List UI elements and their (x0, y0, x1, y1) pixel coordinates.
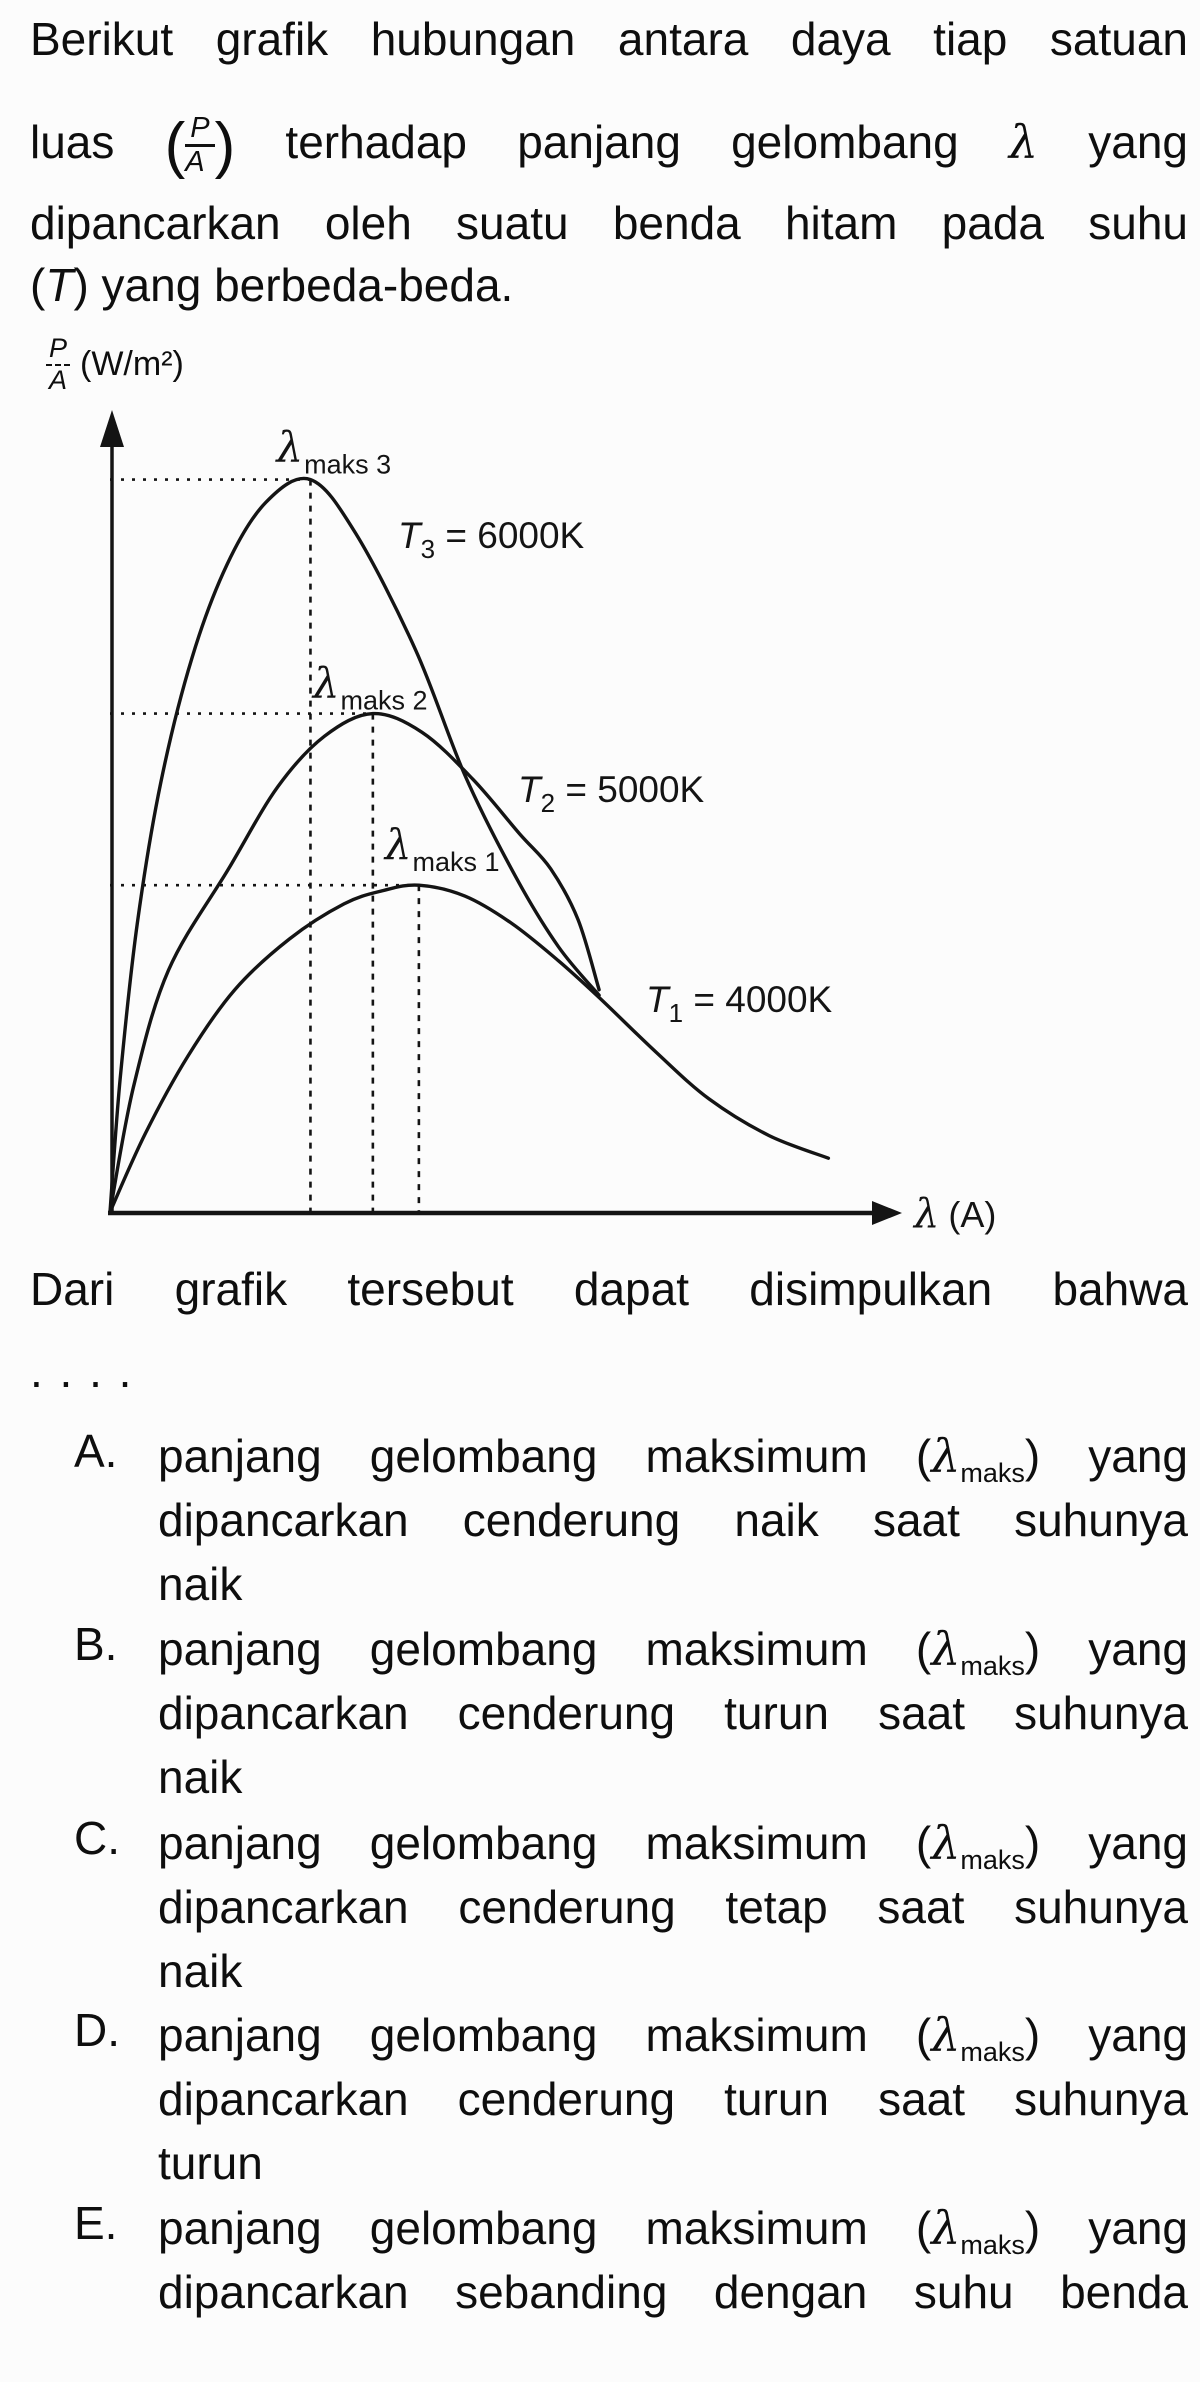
intro-line-2 (30, 94, 1188, 190)
option-line: naik (158, 1751, 243, 1803)
option-letter: C. (74, 1812, 120, 1864)
option-line: dipancarkan cenderung turun saat suhunya (158, 1687, 1188, 1739)
fraction-denominator: A (49, 365, 68, 396)
y-axis-unit: (W/m²) (80, 344, 184, 383)
x-axis-arrow (872, 1201, 902, 1225)
option-line: panjang gelombang maksimum $(\lambda_{maks})$ yang (158, 1622, 1188, 1682)
peak-label-T1: λmaks 1 (384, 820, 500, 878)
question-dots: . . . . (30, 1345, 134, 1397)
y-axis-arrow (100, 410, 124, 447)
intro-line-2-post: terhadap panjang gelombang (235, 116, 1009, 168)
option-line: panjang gelombang maksimum $(\lambda_{maks})$ yang (158, 1816, 1188, 1876)
temp-label-T3: T3 = 6000K (398, 515, 585, 564)
option-letter: B. (74, 1618, 118, 1670)
plot-area (110, 423, 833, 1212)
option-line: dipancarkan cenderung naik saat suhunya (158, 1494, 1188, 1546)
p-over-a-fraction (46, 334, 70, 395)
lambda-symbol: λ (1008, 115, 1039, 169)
y-axis-label (46, 334, 184, 395)
lambda-symbol: λ (931, 1816, 961, 1870)
x-axis-label: λ (A) (914, 1191, 997, 1237)
temp-label-T1: T1 = 4000K (646, 979, 833, 1028)
peak-label-T3: λmaks 3 (276, 422, 392, 480)
option-letter: D. (74, 2004, 120, 2056)
option-letter: A. (74, 1425, 118, 1477)
option-line: dipancarkan sebanding dengan suhu benda (158, 2266, 1188, 2318)
open-paren: ( (164, 110, 186, 180)
blackbody-radiation-chart (40, 400, 1020, 1280)
curve-T1 (110, 885, 828, 1212)
intro-line-4-post: ) yang berbeda-beda. (73, 259, 514, 311)
lambda-symbol: λ (931, 1622, 961, 1676)
fraction-denominator: A (185, 146, 205, 179)
option-line: turun (158, 2137, 263, 2189)
lambda-symbol: λ (931, 2008, 961, 2062)
option-letter: E. (74, 2197, 118, 2249)
intro-line-2-end: yang (1038, 116, 1188, 168)
open-paren: ( (30, 259, 46, 311)
peak-label-T2: λmaks 2 (312, 658, 428, 716)
option-line: naik (158, 1558, 243, 1610)
intro-line-1: Berikut grafik hubungan antara daya tiap satuan (30, 13, 1188, 65)
curve-T3 (110, 478, 599, 1212)
close-paren: ) (214, 110, 236, 180)
question-text: Dari grafik tersebut dapat disimpulkan bahwa (30, 1263, 1188, 1315)
temp-label-T2: T2 = 5000K (518, 769, 705, 818)
lambda-symbol: λ (931, 1429, 961, 1483)
fraction-numerator: P (185, 114, 214, 148)
option-line: dipancarkan cenderung turun saat suhunya (158, 2073, 1188, 2125)
option-line: dipancarkan cenderung tetap saat suhunya (158, 1881, 1188, 1933)
lambda-symbol: λ (931, 2201, 961, 2255)
intro-line-4 (30, 258, 1188, 312)
option-line: panjang gelombang maksimum $(\lambda_{maks})$ yang (158, 1429, 1188, 1489)
intro-line-2-pre: luas (30, 116, 165, 168)
option-line: panjang gelombang maksimum $(\lambda_{maks})$ yang (158, 2008, 1188, 2068)
fraction-numerator: P (46, 334, 70, 366)
temperature-symbol: T (45, 259, 74, 311)
intro-line-3: dipancarkan oleh suatu benda hitam pada suhu (30, 197, 1188, 249)
option-line: naik (158, 1945, 243, 1997)
option-line: panjang gelombang maksimum $(\lambda_{maks})$ yang (158, 2201, 1188, 2261)
p-over-a-fraction (185, 111, 214, 179)
